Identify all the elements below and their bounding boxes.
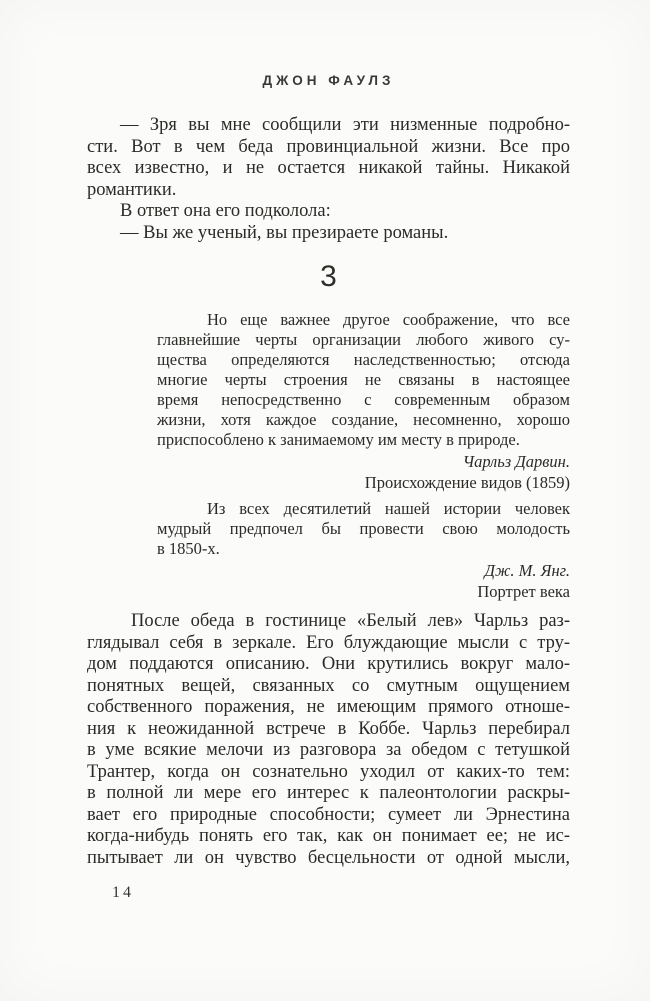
attribution-work: Портрет века bbox=[477, 581, 570, 601]
dialogue-line: сти. Вот в чем беда провинциальной жизни. Все про bbox=[87, 136, 570, 157]
body-line: После обеда в гостинице «Белый лев» Чарльз раз- bbox=[131, 611, 570, 631]
dialogue-block bbox=[87, 115, 570, 244]
attribution-author: Дж. М. Янг. bbox=[484, 561, 570, 580]
body-line: Трантер, когда он сознательно уходил от каких-то тем: bbox=[87, 761, 570, 782]
dialogue-line: В ответ она его подколола: bbox=[120, 201, 331, 221]
text-column bbox=[87, 72, 570, 869]
epigraph-line: многие черты строения не связаны в настоящее bbox=[157, 370, 570, 389]
body-line: в уме всякие мелочи из разговора за обедом с тетушкой bbox=[87, 740, 570, 760]
dialogue-line: — Вы же ученый, вы презираете романы. bbox=[120, 222, 449, 243]
paragraph bbox=[87, 201, 570, 223]
body-line: в полной ли мере его интерес к палеонтологии раскры- bbox=[87, 783, 570, 803]
epigraph-line: Но еще важнее другое соображение, что все bbox=[207, 310, 570, 329]
attribution-work: Происхождение видов (1859) bbox=[364, 472, 570, 492]
epigraph-line: щества определяются наследственностью; отсюда bbox=[157, 350, 570, 369]
dialogue-line: — Зря вы мне сообщили эти низменные подробно- bbox=[120, 115, 570, 135]
paragraph bbox=[87, 223, 570, 245]
body-line: дом поддаются описанию. Они крутились вокруг мало- bbox=[87, 654, 570, 674]
body-line: ния к неожиданной встрече в Коббе. Чарльз перебирал bbox=[87, 718, 570, 739]
body-line: понятных вещей, связанных со смутным ощущением bbox=[87, 675, 570, 696]
attribution-author: Чарльз Дарвин. bbox=[462, 452, 570, 471]
chapter-number: 3 bbox=[320, 260, 337, 293]
epigraph-line: главнейшие черты организации любого живого су- bbox=[157, 330, 570, 349]
epigraph-attribution bbox=[157, 561, 570, 602]
body-paragraph bbox=[87, 611, 570, 869]
body-line: пытывает ли он чувство бесцельности от одной мысли, bbox=[87, 847, 570, 868]
body-line: глядывал себя в зеркале. Его блуждающие мысли с тру- bbox=[87, 632, 570, 653]
epigraph-line: в 1850-х. bbox=[157, 539, 220, 558]
epigraph-line: Из всех десятилетий нашей истории человек bbox=[207, 499, 570, 518]
dialogue-line: романтики. bbox=[87, 179, 177, 200]
epigraph-line: время непосредственно с современным образом bbox=[157, 390, 570, 409]
epigraph-line: приспособлено к занимаемому им месту в природе. bbox=[157, 430, 520, 449]
epigraph-young bbox=[157, 499, 570, 602]
body-line: вает его природные способности; сумеет ли Эрнестина bbox=[87, 804, 570, 825]
dialogue-line: всех известно, и не остается никакой тайны. Никакой bbox=[87, 158, 570, 178]
epigraph-line: мудрый предпочел бы провести свою молодость bbox=[157, 519, 570, 538]
body-line: когда-нибудь понять его так, как он понимает ее; не ис- bbox=[87, 826, 570, 846]
epigraph-attribution bbox=[157, 452, 570, 493]
epigraph-darwin bbox=[157, 310, 570, 493]
body-line: собственного поражения, не имеющим прямого отноше- bbox=[87, 697, 570, 717]
running-head: ДЖОН ФАУЛЗ bbox=[262, 73, 395, 88]
epigraph-line: жизни, хотя каждое создание, несомненно, хорошо bbox=[157, 410, 570, 429]
page-number: 14 bbox=[112, 884, 134, 901]
paragraph bbox=[87, 115, 570, 201]
